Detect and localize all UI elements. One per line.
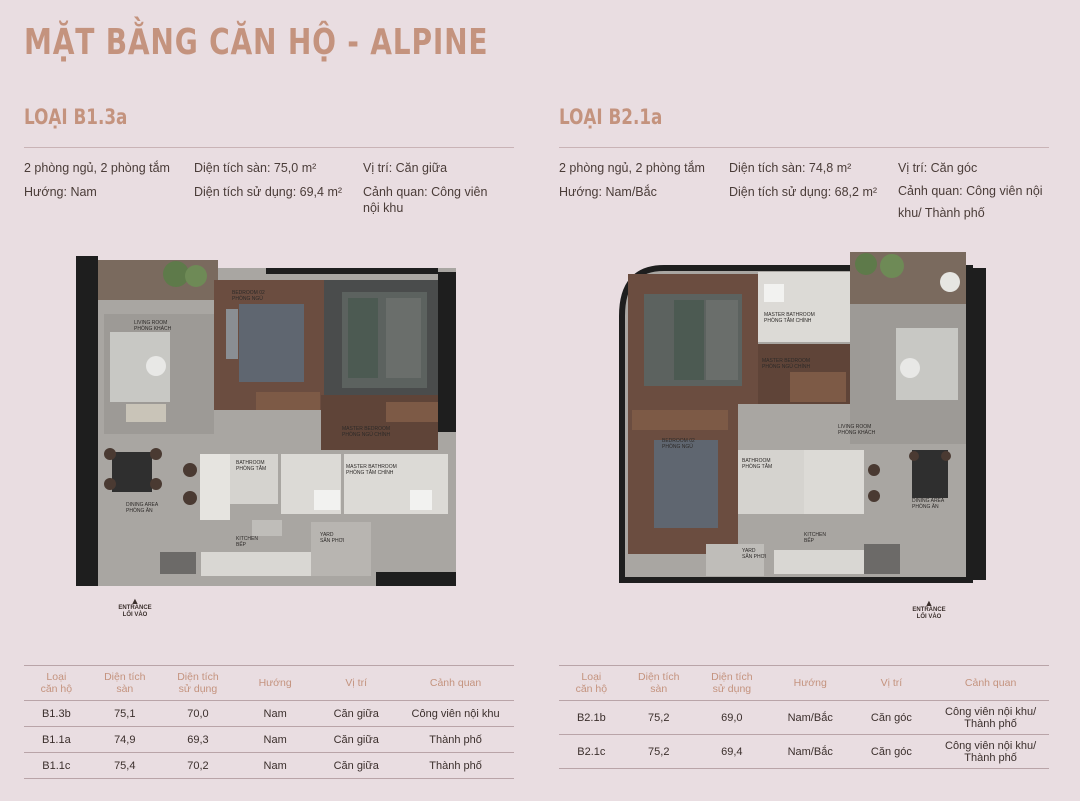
cell-floor-area: 75,2 (624, 701, 694, 735)
cell-type: B1.1c (24, 753, 89, 779)
cell-usable-area: 70,2 (161, 753, 235, 779)
cell-type: B1.1a (24, 727, 89, 753)
cell-floor-area: 74,9 (89, 727, 161, 753)
view-spec: Cảnh quan: Công viên nội khu/ Thành phố (898, 184, 1043, 220)
col-header-view: Cảnh quan (397, 666, 514, 701)
direction-spec: Hướng: Nam (24, 185, 97, 199)
col-header-direction: Hướng (235, 666, 315, 701)
cell-usable-area: 69,3 (161, 727, 235, 753)
master-bathroom-label: MASTER BATHROOM PHÒNG TẮM CHÍNH (346, 464, 397, 476)
col-header-view: Cảnh quan (932, 666, 1049, 701)
floor-plan-b13a (76, 254, 460, 590)
cell-position: Căn giữa (315, 701, 397, 727)
kitchen-label: KITCHEN BẾP (236, 536, 258, 548)
cell-view: Thành phố (397, 727, 514, 753)
col-header-type: Loại căn hộ (559, 666, 624, 701)
cell-floor-area: 75,1 (89, 701, 161, 727)
dining-label: DINING AREA PHÒNG ĂN (912, 498, 945, 510)
col-header-type: Loại căn hộ (24, 666, 89, 701)
unit-b21a-section (559, 105, 1049, 218)
col-header-direction: Hướng (770, 666, 851, 701)
col-header-usable-area: Diện tích sử dụng (694, 666, 770, 701)
cell-view: Thành phố (397, 753, 514, 779)
cell-direction: Nam (235, 727, 315, 753)
cell-view: Công viên nội khu (397, 701, 514, 727)
cell-usable-area: 69,0 (694, 701, 770, 735)
cell-view: Công viên nội khu/ Thành phố (932, 735, 1049, 769)
bathroom-label: BATHROOM PHÒNG TẮM (742, 458, 773, 470)
yard-label: YARD SÂN PHƠI (320, 532, 345, 544)
master-bedroom-label: MASTER BEDROOM PHÒNG NGỦ CHÍNH (342, 426, 391, 438)
bedroom-label: BEDROOM 02 PHÒNG NGỦ (232, 290, 265, 302)
col-header-position: Vị trí (315, 666, 397, 701)
table-row (559, 735, 1049, 769)
cell-position: Căn góc (851, 701, 933, 735)
yard-label: YARD SÂN PHƠI (742, 548, 767, 560)
col-header-floor-area: Diện tích sàn (624, 666, 694, 701)
table-header-row (559, 666, 1049, 701)
variants-table-b2 (559, 665, 1049, 769)
entrance-marker (906, 600, 952, 621)
rooms-spec: 2 phòng ngủ, 2 phòng tắm (24, 161, 170, 175)
entrance-label: ENTRANCE (912, 607, 946, 613)
unit-type-title: LOẠI B2.1a (559, 105, 663, 129)
cell-type: B1.3b (24, 701, 89, 727)
table-row (24, 701, 514, 727)
table-row (559, 701, 1049, 735)
dining-label: DINING AREA PHÒNG ĂN (126, 502, 159, 514)
entrance-arrow-icon: ▲ (130, 596, 140, 606)
cell-direction: Nam (235, 701, 315, 727)
cell-direction: Nam/Bắc (770, 701, 851, 735)
table-row (24, 727, 514, 753)
position-spec: Vị trí: Căn góc (898, 161, 978, 175)
unit-specs (24, 148, 514, 218)
unit-type-title: LOẠI B1.3a (24, 105, 128, 129)
living-room-label: LIVING ROOM PHÒNG KHÁCH (134, 320, 172, 332)
cell-view: Công viên nội khu/ Thành phố (932, 701, 1049, 735)
floor-area-spec: Diện tích sàn: 74,8 m² (729, 161, 852, 175)
kitchen-label: KITCHEN BẾP (804, 532, 826, 544)
cell-type: B2.1b (559, 701, 624, 735)
cell-direction: Nam/Bắc (770, 735, 851, 769)
usable-area-spec: Diện tích sử dụng: 68,2 m² (729, 185, 878, 199)
table-row (24, 753, 514, 779)
cell-position: Căn góc (851, 735, 933, 769)
col-header-floor-area: Diện tích sàn (89, 666, 161, 701)
bedroom-label: BEDROOM 02 PHÒNG NGỦ (662, 438, 695, 450)
cell-floor-area: 75,4 (89, 753, 161, 779)
living-room-label: LIVING ROOM PHÒNG KHÁCH (838, 424, 876, 436)
position-spec: Vị trí: Căn giữa (363, 161, 448, 175)
direction-spec: Hướng: Nam/Bắc (559, 185, 657, 199)
entrance-arrow-icon: ▲ (924, 598, 934, 608)
cell-floor-area: 75,2 (624, 735, 694, 769)
view-spec: Cảnh quan: Công viên nội khu (363, 185, 488, 215)
usable-area-spec: Diện tích sử dụng: 69,4 m² (194, 185, 343, 199)
floor-area-spec: Diện tích sàn: 75,0 m² (194, 161, 317, 175)
cell-type: B2.1c (559, 735, 624, 769)
col-header-usable-area: Diện tích sử dụng (161, 666, 235, 701)
table-header-row (24, 666, 514, 701)
entrance-marker (112, 598, 158, 619)
entrance-label-vi: LỐI VÀO (916, 614, 942, 620)
bathroom-label: BATHROOM PHÒNG TẮM (236, 460, 267, 472)
entrance-label: ENTRANCE (118, 605, 152, 611)
unit-b13a-section (24, 105, 514, 218)
floor-plan-b21a (614, 244, 990, 584)
unit-specs (559, 148, 1049, 218)
cell-usable-area: 69,4 (694, 735, 770, 769)
cell-usable-area: 70,0 (161, 701, 235, 727)
rooms-spec: 2 phòng ngủ, 2 phòng tắm (559, 161, 705, 175)
cell-direction: Nam (235, 753, 315, 779)
master-bathroom-label: MASTER BATHROOM PHÒNG TẮM CHÍNH (764, 312, 815, 324)
master-bedroom-label: MASTER BEDROOM PHÒNG NGỦ CHÍNH (762, 358, 811, 370)
col-header-position: Vị trí (851, 666, 933, 701)
variants-table-b1 (24, 665, 514, 779)
cell-position: Căn giữa (315, 727, 397, 753)
page-title: MẶT BẰNG CĂN HỘ - ALPINE (24, 22, 489, 63)
cell-position: Căn giữa (315, 753, 397, 779)
entrance-label-vi: LỐI VÀO (122, 612, 148, 618)
